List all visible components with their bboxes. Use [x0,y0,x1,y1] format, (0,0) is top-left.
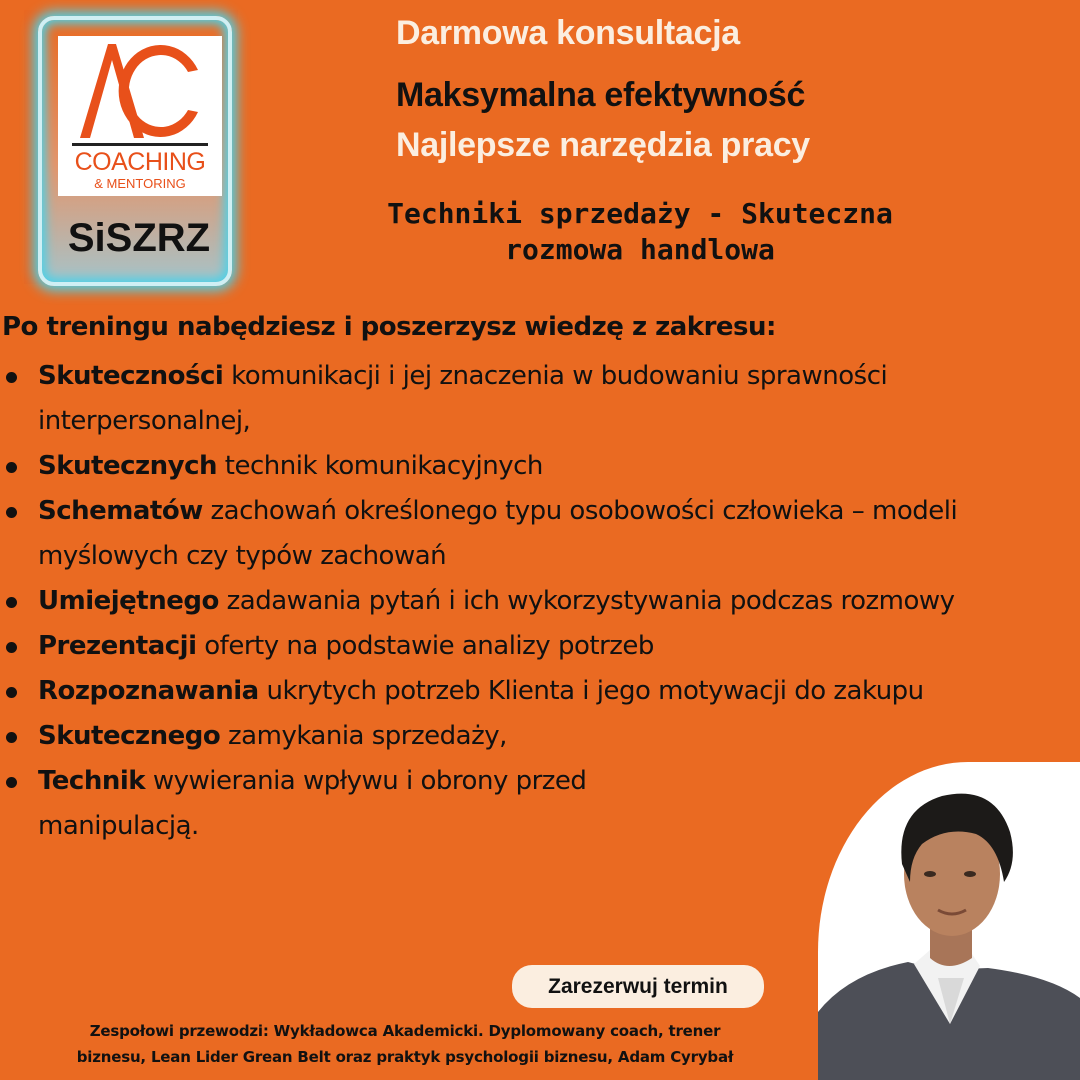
list-item-bold: Rozpoznawania [38,676,259,706]
list-item-text: zamykania sprzedaży, [220,721,507,751]
list-item-text: zachowań określonego typu osobowości człowieka – modeli myślowych czy typów zachowań [38,496,958,571]
training-title-line-2: rozmowa handlowa [505,233,775,266]
logo-divider [72,143,208,146]
bullet-icon [6,462,17,473]
list-item-bold: Umiejętnego [38,586,219,616]
footer-line-1: Zespołowi przewodzi: Wykładowca Akademicki. Dyplomowany coach, trener [89,1022,721,1040]
footer-line-2: biznesu, Lean Lider Grean Belt oraz praktyk psychologii biznesu, Adam Cyrybał [76,1048,734,1066]
logo-card [58,36,222,196]
logo [24,10,238,284]
list-item-bold: Technik [38,766,146,796]
bullet-icon [6,687,17,698]
book-appointment-button[interactable]: Zarezerwuj termin [512,965,764,1008]
logo-frame [38,16,232,286]
list-item-text: ukrytych potrzeb Klienta i jego motywacji do zakupu [258,676,924,706]
bullet-icon [6,597,17,608]
ac-monogram-icon [76,40,206,140]
list-item [0,579,1075,624]
headline-free-consultation: Darmowa konsultacja [396,14,740,52]
bullet-icon [6,372,17,383]
list-item [0,489,1075,579]
logo-coaching-text: COACHING [74,148,206,176]
list-item-text: komunikacji i jej znaczenia w budowaniu sprawności interpersonalnej, [38,361,888,436]
list-item [0,444,1075,489]
footer-credits [0,1018,810,1070]
list-item [0,669,1075,714]
headline-max-efficiency: Maksymalna efektywność [396,76,806,114]
list-item-bold: Prezentacji [38,631,197,661]
list-item-text: wywierania wpływu i obrony przed manipulacją. [38,766,587,841]
logo-mentoring-text: & MENTORING [94,176,186,191]
list-item-text: zadawania pytań i ich wykorzystywania podczas rozmowy [218,586,955,616]
list-item-bold: Schematów [38,496,203,526]
list-item-text: oferty na podstawie analizy potrzeb [196,631,654,661]
list-item [0,354,1075,444]
training-title-line-1: Techniki sprzedaży - Skuteczna [387,197,893,230]
training-title [290,196,990,268]
bullet-icon [6,507,17,518]
bullet-icon [6,642,17,653]
logo-badge-text: SiSZRZ [67,216,211,260]
list-item-bold: Skuteczności [38,361,224,391]
list-item-bold: Skutecznego [38,721,221,751]
headline-best-tools: Najlepsze narzędzia pracy [396,126,810,164]
list-item-bold: Skutecznych [38,451,218,481]
bullet-icon [6,777,17,788]
bullet-icon [6,732,17,743]
benefits-intro: Po treningu nabędziesz i poszerzysz wiedzę z zakresu: [2,312,776,342]
list-item [0,624,1075,669]
list-item-text: technik komunikacyjnych [217,451,543,481]
list-item [0,714,1075,759]
